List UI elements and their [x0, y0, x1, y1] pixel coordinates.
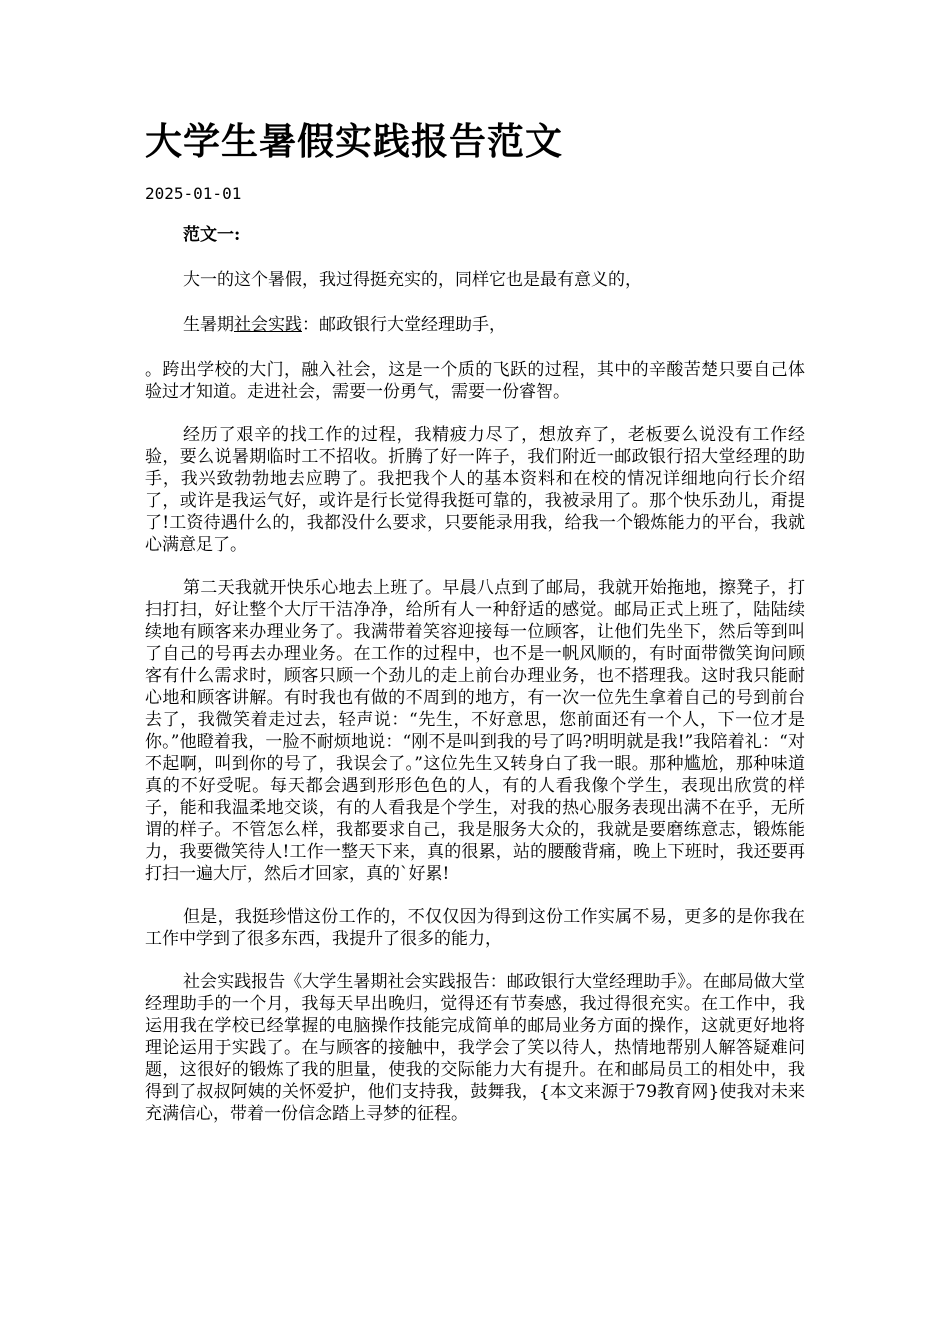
paragraph-6: 但是，我挺珍惜这份工作的，不仅仅因为得到这份工作实属不易，更多的是你我在工作中学到了很多东西，我提升了很多的能力， [145, 907, 805, 949]
paragraph-5: 第二天我就开快乐心地去上班了。早晨八点到了邮局，我就开始拖地，擦凳子，打扫打扫，好让整个大厅干洁净净，给所有人一种舒适的感觉。邮局正式上班了，陆陆续续地有顾客来办理业务了。我满带着笑容迎接每一位顾客，让他们先坐下，然后等到叫了自己的号再去办理业务。在工作的过程中，也不是一帆风顺的，有时面带微笑询问顾客有什么需求时，顾客只顾一个劲儿的走上前台办理业务，也不搭理我。这时我只能耐心地和顾客讲解。有时我也有做的不周到的地方，有一次一位先生拿着自己的号到前台去了，我微笑着走过去，轻声说：“先生，不好意思，您前面还有一个人，下一位才是你。”他瞪着我，一脸不耐烦地说：“刚不是叫到我的号了吗?明明就是我!”我陪着礼：“对不起啊，叫到你的号了，我误会了。”这位先生又转身白了我一眼。那种尴尬，那种味道真的不好受呢。每天都会遇到形形色色的人，有的人看我像个学生，表现出欣赏的样子，能和我温柔地交谈，有的人看我是个学生，对我的热心服务表现出满不在乎，无所谓的样子。不管怎么样，我都要求自己，我是服务大众的，我就是要磨练意志，锻炼能力，我要微笑待人!工作一整天下来，真的很累，站的腰酸背痛，晚上下班时，我还要再打扫一遍大厅，然后才回家，真的`好累! [145, 578, 805, 884]
document-body [145, 224, 805, 1146]
paragraph-7: 社会实践报告《大学生暑期社会实践报告：邮政银行大堂经理助手》。在邮局做大堂经理助手的一个月，我每天早出晚归，觉得还有节奏感，我过得很充实。在工作中，我运用我在学校已经掌握的电脑操作技能完成简单的邮局业务方面的操作，这就更好地将理论运用于实践了。在与顾客的接触中，我学会了笑以待人，热情地帮别人解答疑难问题，这很好的锻炼了我的胆量，使我的交际能力大有提升。在和邮局员工的相处中，我得到了叔叔阿姨的关怀爱护，他们支持我，鼓舞我，{本文来源于79教育网}使我对未来充满信心，带着一份信念踏上寻梦的征程。 [145, 972, 805, 1124]
document-date: 2025-01-01 [145, 184, 242, 203]
social-practice-link[interactable]: 社会实践 [234, 315, 302, 335]
paragraph-2 [145, 314, 805, 336]
paragraph-4: 经历了艰辛的找工作的过程，我精疲力尽了，想放弃了，老板要么说没有工作经验，要么说暑期临时工不招收。折腾了好一阵子，我们附近一邮政银行招大堂经理的助手，我兴致勃勃地去应聘了。我把我个人的基本资料和在校的情况详细地向行长介绍了，或许是我运气好，或许是行长觉得我挺可靠的，我被录用了。那个快乐劲儿，甭提了!工资待遇什么的，我都没什么要求，只要能录用我，给我一个锻炼能力的平台，我就心满意足了。 [145, 425, 805, 555]
paragraph-1: 大一的这个暑假，我过得挺充实的，同样它也是最有意义的， [183, 270, 642, 290]
paragraph-2-suffix: ：邮政银行大堂经理助手， [302, 315, 506, 335]
paragraph-3: 。跨出学校的大门，融入社会，这是一个质的飞跃的过程，其中的辛酸苦楚只要自己体验过才知道。走进社会，需要一份勇气，需要一份睿智。 [145, 360, 805, 402]
paragraph-2-prefix: 生暑期 [183, 315, 234, 335]
section-heading: 范文一: [183, 225, 241, 245]
document-title: 大学生暑假实践报告范文 [145, 119, 563, 163]
